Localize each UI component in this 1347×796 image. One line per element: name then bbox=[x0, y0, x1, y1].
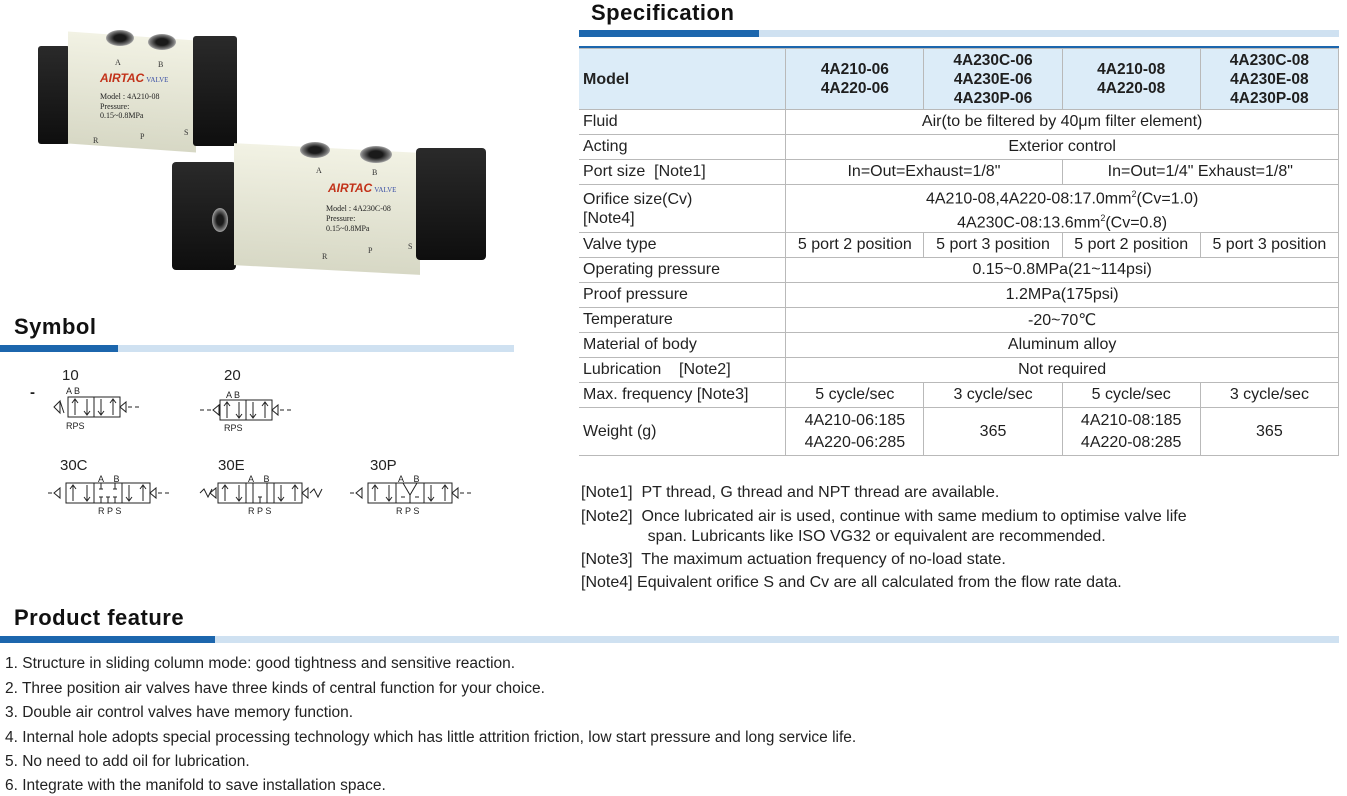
model-name: 4A220-08 bbox=[1097, 80, 1166, 97]
row-value: 0.15~0.8MPa(21~114psi) bbox=[786, 258, 1339, 283]
valve-pressure-label: Pressure: bbox=[100, 102, 130, 111]
symbol-ports-top: A B bbox=[66, 386, 81, 396]
feature-item: 6. Integrate with the manifold to save installation space. bbox=[5, 777, 386, 794]
row-label: Temperature bbox=[579, 308, 786, 333]
note-3: [Note3] The maximum actuation frequency of no-load state. bbox=[581, 551, 1006, 568]
valve-model-text: Model : 4A230C-08 bbox=[326, 204, 391, 213]
model-name: 4A230P-06 bbox=[953, 89, 1033, 107]
section-underline-light bbox=[118, 345, 514, 352]
row-label: Weight (g) bbox=[579, 408, 786, 456]
port-hole bbox=[360, 146, 392, 163]
symbol-ports-top: A B bbox=[248, 474, 270, 484]
valve-pressure-label: Pressure: bbox=[326, 214, 356, 223]
section-underline-light bbox=[759, 30, 1339, 37]
orifice-line-2 bbox=[790, 209, 1334, 232]
orifice-text: 4A230C-08:13.6mm bbox=[957, 213, 1101, 231]
valve-end-cap-right bbox=[416, 148, 486, 260]
valve-pressure-value: 0.15~0.8MPa bbox=[326, 224, 370, 233]
table-header-row bbox=[579, 49, 1339, 110]
table-row-weight bbox=[579, 408, 1339, 456]
row-value: 365 bbox=[1200, 408, 1338, 456]
feature-item: 5. No need to add oil for lubrication. bbox=[5, 753, 250, 770]
feature-item: 3. Double air control valves have memory function. bbox=[5, 704, 354, 721]
row-label: Lubrication [Note2] bbox=[579, 358, 786, 383]
row-value: In=Out=1/4" Exhaust=1/8" bbox=[1062, 160, 1338, 185]
weight-line: 4A210-06:185 bbox=[804, 411, 906, 429]
superscript: 2 bbox=[1100, 212, 1106, 223]
table-row-port-size bbox=[579, 160, 1339, 185]
port-label: B bbox=[372, 168, 378, 177]
symbol-code-30e: 30E bbox=[218, 457, 245, 474]
row-value: 5 port 3 position bbox=[924, 233, 1062, 258]
row-label: Port size [Note1] bbox=[579, 160, 786, 185]
symbol-code-10: 10 bbox=[62, 367, 79, 384]
row-value: 5 port 3 position bbox=[1200, 233, 1338, 258]
row-value: 5 cycle/sec bbox=[1062, 383, 1200, 408]
row-value: Aluminum alloy bbox=[786, 333, 1339, 358]
model-col-1 bbox=[786, 49, 924, 110]
weight-line: 4A210-08:185 bbox=[1080, 411, 1182, 429]
section-underline bbox=[0, 345, 118, 352]
row-value: In=Out=Exhaust=1/8" bbox=[786, 160, 1062, 185]
row-value bbox=[786, 408, 924, 456]
valve-brand bbox=[100, 71, 169, 85]
row-value: 5 port 2 position bbox=[786, 233, 924, 258]
row-label: Fluid bbox=[579, 110, 786, 135]
symbol-code-30p: 30P bbox=[370, 457, 397, 474]
row-label: Valve type bbox=[579, 233, 786, 258]
table-row-material bbox=[579, 333, 1339, 358]
symbol-ports-bottom: R P S bbox=[248, 506, 272, 516]
row-label: Proof pressure bbox=[579, 283, 786, 308]
table-row-operating-pressure bbox=[579, 258, 1339, 283]
row-value: 1.2MPa(175psi) bbox=[786, 283, 1339, 308]
port-label: A bbox=[115, 58, 121, 67]
table-row-proof-pressure bbox=[579, 283, 1339, 308]
product-image-valve-2 bbox=[172, 138, 488, 278]
note-2: [Note2] Once lubricated air is used, continue with same medium to optimise valve life bbox=[581, 508, 1187, 525]
weight-line: 4A220-06:285 bbox=[804, 433, 906, 451]
row-label: Max. frequency [Note3] bbox=[579, 383, 786, 408]
port-label: A bbox=[316, 166, 322, 175]
table-row-acting bbox=[579, 135, 1339, 160]
feature-item: 2. Three position air valves have three kinds of central function for your choice. bbox=[5, 680, 545, 697]
model-name: 4A230C-08 bbox=[1229, 51, 1310, 69]
symbol-ports-top: A B bbox=[398, 474, 420, 484]
row-value: 365 bbox=[924, 408, 1062, 456]
valve-word: VALVE bbox=[374, 186, 397, 194]
row-value bbox=[786, 185, 1339, 233]
product-image-valve-1 bbox=[38, 28, 238, 156]
note-2-continued: span. Lubricants like ISO VG32 or equivalent are recommended. bbox=[581, 528, 1106, 545]
symbol-ports-bottom: R P S bbox=[98, 506, 122, 516]
row-label: Operating pressure bbox=[579, 258, 786, 283]
port-label: B bbox=[158, 60, 164, 69]
row-value: 3 cycle/sec bbox=[924, 383, 1062, 408]
port-hole bbox=[300, 142, 330, 158]
specification-table bbox=[579, 48, 1339, 456]
model-name: 4A230C-06 bbox=[953, 51, 1033, 69]
model-name: 4A230E-06 bbox=[953, 70, 1033, 88]
valve-brand bbox=[328, 181, 397, 195]
row-value bbox=[1062, 408, 1200, 456]
airtac-logo: AIRTAC bbox=[100, 71, 145, 85]
port-hole bbox=[106, 30, 134, 46]
port-hole bbox=[148, 34, 176, 50]
model-col-2 bbox=[924, 49, 1062, 110]
valve-end-cap-left bbox=[38, 46, 70, 144]
symbol-ports-top: A B bbox=[98, 474, 120, 484]
port-hole bbox=[212, 208, 228, 232]
row-value: Not required bbox=[786, 358, 1339, 383]
table-row-lubrication bbox=[579, 358, 1339, 383]
orifice-text: (Cv=0.8) bbox=[1105, 213, 1168, 231]
note-4: [Note4] Equivalent orifice S and Cv are all calculated from the flow rate data. bbox=[581, 574, 1122, 591]
table-row-orifice bbox=[579, 185, 1339, 233]
row-value: Air(to be filtered by 40μm filter element) bbox=[786, 110, 1339, 135]
valve-symbol-20 bbox=[198, 396, 302, 426]
weight-line: 4A220-08:285 bbox=[1080, 433, 1182, 451]
row-label-line: Orifice size(Cv) bbox=[583, 190, 693, 208]
model-col-4 bbox=[1200, 49, 1338, 110]
note-1: [Note1] PT thread, G thread and NPT thread are available. bbox=[581, 484, 1000, 501]
row-label: Acting bbox=[579, 135, 786, 160]
row-label-line: [Note4] bbox=[583, 209, 635, 227]
valve-symbol-30c bbox=[46, 481, 178, 509]
row-label: Material of body bbox=[579, 333, 786, 358]
port-label: S bbox=[408, 242, 413, 251]
port-label: R bbox=[322, 252, 328, 261]
port-label: S bbox=[184, 128, 189, 137]
valve-symbol-30p bbox=[348, 481, 480, 509]
row-label bbox=[579, 185, 786, 233]
orifice-text: 4A210-08,4A220-08:17.0mm bbox=[925, 190, 1132, 208]
model-col-3 bbox=[1062, 49, 1200, 110]
valve-end-cap-right bbox=[193, 36, 237, 146]
table-row-fluid bbox=[579, 110, 1339, 135]
section-underline bbox=[579, 30, 759, 37]
symbol-code-30c: 30C bbox=[60, 457, 88, 474]
valve-symbol-10 bbox=[50, 393, 146, 423]
model-name: 4A230E-08 bbox=[1230, 70, 1309, 88]
row-value: 5 port 2 position bbox=[1062, 233, 1200, 258]
valve-word: VALVE bbox=[146, 76, 169, 84]
row-value: Exterior control bbox=[786, 135, 1339, 160]
header-label: Model bbox=[579, 49, 786, 110]
model-name: 4A210-08 bbox=[1097, 61, 1166, 78]
row-value: -20~70℃ bbox=[786, 308, 1339, 333]
port-label: P bbox=[140, 132, 145, 141]
feature-item: 1. Structure in sliding column mode: good tightness and sensitive reaction. bbox=[5, 655, 516, 672]
symbol-section-title: Symbol bbox=[14, 314, 97, 339]
superscript: 2 bbox=[1131, 189, 1137, 200]
model-name: 4A210-06 bbox=[820, 61, 889, 78]
symbol-ports-top: A B bbox=[226, 390, 241, 400]
table-row-max-frequency bbox=[579, 383, 1339, 408]
valve-model-text: Model : 4A210-08 bbox=[100, 92, 160, 101]
section-underline bbox=[0, 636, 215, 643]
orifice-line-1 bbox=[790, 185, 1334, 208]
airtac-logo: AIRTAC bbox=[328, 181, 373, 195]
symbol-code-20: 20 bbox=[224, 367, 241, 384]
orifice-text: (Cv=1.0) bbox=[1136, 190, 1199, 208]
product-feature-section-title: Product feature bbox=[14, 605, 185, 630]
symbol-ports-bottom: RPS bbox=[66, 421, 85, 431]
table-row-temperature bbox=[579, 308, 1339, 333]
symbol-ports-bottom: R P S bbox=[396, 506, 420, 516]
port-label: R bbox=[93, 136, 99, 145]
port-label: P bbox=[368, 246, 373, 255]
row-value: 3 cycle/sec bbox=[1200, 383, 1338, 408]
valve-pressure-value: 0.15~0.8MPa bbox=[100, 111, 144, 120]
table-row-valve-type bbox=[579, 233, 1339, 258]
symbol-dash: - bbox=[30, 384, 35, 401]
row-value: 5 cycle/sec bbox=[786, 383, 924, 408]
specification-section-title: Specification bbox=[591, 0, 735, 25]
model-name: 4A220-06 bbox=[820, 80, 889, 97]
valve-symbol-30e bbox=[198, 481, 330, 509]
model-name: 4A230P-08 bbox=[1230, 89, 1309, 107]
symbol-ports-bottom: RPS bbox=[224, 423, 243, 433]
section-underline-light bbox=[215, 636, 1339, 643]
feature-item: 4. Internal hole adopts special processing technology which has little attrition friction, low start pressure and long service life. bbox=[5, 729, 857, 746]
